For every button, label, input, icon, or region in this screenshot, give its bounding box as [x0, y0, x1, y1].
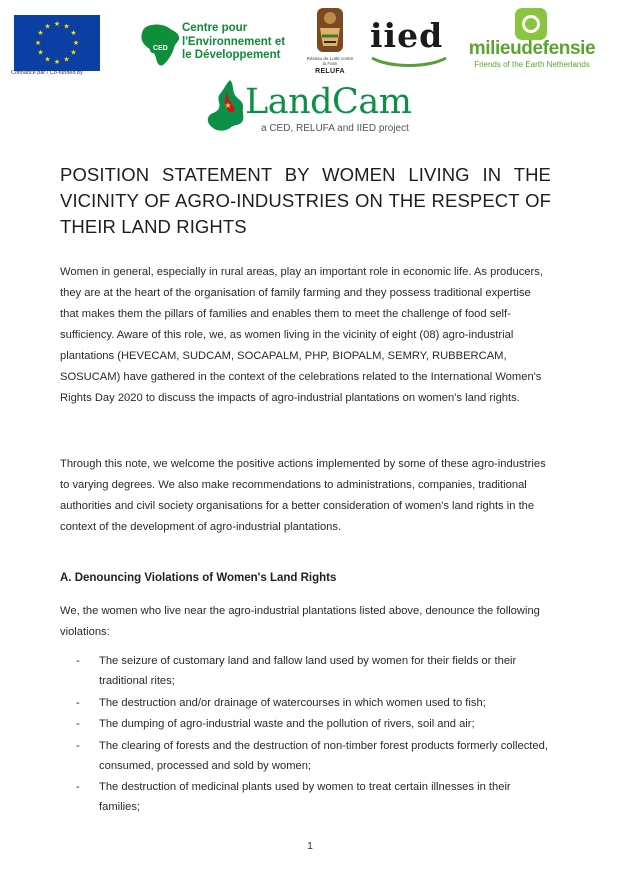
- iied-swoosh-icon: [370, 56, 448, 68]
- violations-list: [60, 651, 552, 819]
- svg-text:★: ★: [70, 48, 77, 57]
- svg-text:★: ★: [224, 101, 232, 110]
- bullet-dash: -: [76, 696, 80, 709]
- svg-text:★: ★: [34, 39, 42, 47]
- list-item: [60, 714, 552, 734]
- svg-text:★: ★: [53, 20, 61, 28]
- milieudefensie-subtitle: Friends of the Earth Netherlands: [474, 60, 590, 69]
- ced-name-line: Centre pour: [182, 22, 248, 34]
- milieudefensie-name: milieudefensie: [468, 38, 596, 59]
- svg-text:★: ★: [70, 29, 77, 37]
- section-a-intro: We, the women who live near the agro-industrial plantations listed above, denounce the following violations:: [60, 605, 540, 638]
- ced-name-line: le Développement: [182, 49, 281, 61]
- cameroon-map-icon: [204, 78, 248, 134]
- iied-logo: [370, 16, 450, 70]
- section-a-heading: A. Denouncing Violations of Women's Land Rights: [60, 572, 337, 584]
- landcam-tagline: a CED, RELUFA and IIED project: [261, 123, 409, 134]
- violation-text: The seizure of customary land and fallow land used by women for their fields or their traditional rites;: [99, 655, 517, 687]
- violation-text: The clearing of forests and the destruction of non-timber forest products formerly collected, consumed, processed and sold by women;: [99, 739, 548, 772]
- violation-text: The destruction of medicinal plants used by women to treat certain illnesses in their families;: [99, 781, 511, 813]
- milieudefensie-circle-icon: [515, 8, 547, 40]
- list-item: [60, 651, 552, 691]
- svg-text:★: ★: [44, 55, 51, 64]
- note-paragraph: Through this note, we welcome the positive actions implemented by some of these agro-industries to varying degrees. We also make recommendations to administrations, companies, traditional authorities and civil society organisations for a better consideration of women's land rights in the context of the development of agro-industrial plantations.: [60, 458, 546, 533]
- bullet-dash: -: [76, 655, 80, 667]
- ced-name-line: l'Environnement et: [182, 35, 286, 48]
- eu-flag-logo: [14, 15, 100, 71]
- milieudefensie-logo: [458, 8, 606, 72]
- relufa-emblem-icon: [306, 6, 354, 56]
- document-title: POSITION STATEMENT BY WOMEN LIVING IN THE VICINITY OF AGRO-INDUSTRIES ON THE RESPECT OF THEIR LAND RIGHTS: [60, 164, 551, 237]
- page-number: 1: [307, 840, 313, 852]
- svg-text:★: ★: [72, 39, 80, 47]
- relufa-name: RELUFA: [315, 68, 345, 75]
- landcam-wordmark: LandCam: [245, 82, 412, 122]
- svg-text:★: ★: [53, 58, 61, 66]
- svg-text:★: ★: [63, 22, 70, 31]
- list-item: [60, 693, 552, 713]
- svg-text:★: ★: [44, 22, 51, 31]
- ced-organisation-name: [182, 22, 285, 63]
- iied-wordmark: iied: [370, 16, 444, 55]
- relufa-logo: [306, 6, 354, 76]
- bullet-dash: -: [76, 718, 80, 730]
- list-item: [60, 736, 552, 776]
- svg-text:★: ★: [37, 48, 44, 57]
- eu-stars-icon: [14, 15, 100, 71]
- intro-paragraph: Women in general, especially in rural areas, play an important role in economic life. As producers, they are at the heart of the organisation of family farming and they possess traditional expertise that makes them the pillars of families and enables them to meet the challenge of food self-sufficiency. Aware of this role, we, as women living in the vicinity of eight (08) agro-industrial plantations (HEVECAM, SUDCAM, SOCAPALM, PHP, BIOPALM, SEMRY, RUBBERCAM, SOSUCAM) have gathered in the context of the celebrations related to the International Women's Rights Day 2020 to discuss the impacts of agro-industrial plantations on women's land rights.: [60, 266, 543, 404]
- bullet-dash: -: [76, 781, 80, 793]
- violation-text: The dumping of agro-industrial waste and the pollution of rivers, soil and air;: [99, 718, 475, 730]
- ced-logo: [138, 20, 308, 76]
- bullet-dash: -: [76, 739, 80, 752]
- svg-text:★: ★: [37, 29, 44, 37]
- relufa-tagline: Réseau de Lutte contre la Faim: [306, 56, 354, 66]
- list-item: [60, 777, 552, 817]
- svg-text:★: ★: [63, 55, 70, 64]
- ced-badge: CED: [150, 44, 171, 53]
- violation-text: The destruction and/or drainage of watercourses in which women used to fish;: [99, 696, 486, 709]
- eu-cofunded-caption: Cofinancé par / Co-funded by: [11, 70, 83, 76]
- landcam-logo: [204, 78, 424, 142]
